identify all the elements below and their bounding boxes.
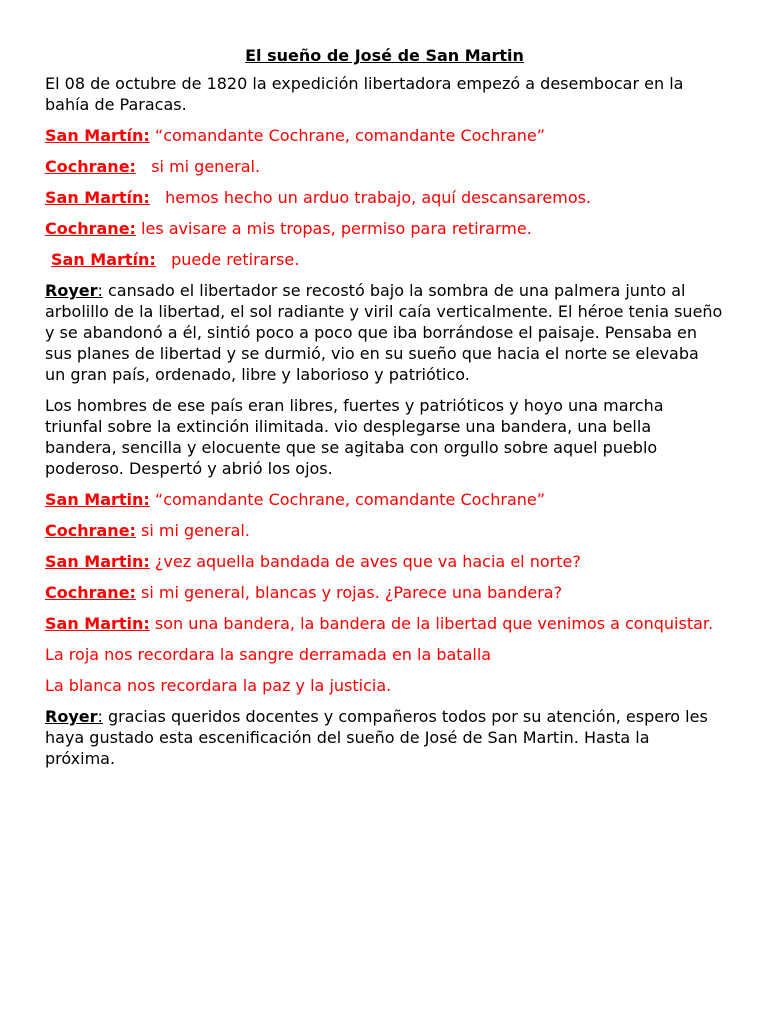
- dialogue-line: [45, 218, 724, 239]
- speaker-label: San Martín:: [45, 126, 150, 145]
- dialogue-line: [45, 551, 724, 572]
- speaker-label: San Martin:: [45, 490, 150, 509]
- dialogue-continuation: La blanca nos recordara la paz y la justicia.: [45, 676, 392, 695]
- narrator-colon: :: [97, 281, 103, 300]
- dialogue-text: si mi general.: [135, 157, 261, 176]
- closing-text: gracias queridos docentes y compañeros todos por su atención, espero les haya gustado esta escenificación del sueño de José de San Martin. Hasta la próxima.: [45, 707, 708, 768]
- speaker-label: San Martín:: [51, 250, 156, 269]
- dialogue-line: [45, 520, 724, 541]
- dialogue-line: [45, 613, 724, 634]
- speaker-label: Cochrane:: [45, 219, 136, 238]
- dialogue-line: [45, 156, 724, 177]
- dialogue-line: [45, 125, 724, 146]
- speaker-label: San Martin:: [45, 552, 150, 571]
- speaker-label: San Martin:: [45, 614, 150, 633]
- intro-paragraph: El 08 de octubre de 1820 la expedición libertadora empezó a desembocar en la bahía de Paracas.: [45, 74, 684, 114]
- dialogue-line: [45, 582, 724, 603]
- dialogue-text: hemos hecho un arduo trabajo, aquí descansaremos.: [149, 188, 592, 207]
- closing-paragraph: [45, 706, 724, 769]
- speaker-label: San Martín:: [45, 188, 150, 207]
- narration-text: cansado el libertador se recostó bajo la sombra de una palmera junto al arbolillo de la libertad, el sol radiante y viril caía verticalmente. El héroe tenia sueño y se abandonó a él, sintió poco a poco que iba borrándose el paisaje. Pensaba en sus planes de libertad y se durmió, vio en su sueño que hacia el norte se elevaba un gran país, ordenado, libre y laborioso y patriótico.: [45, 281, 723, 384]
- dialogue-text: puede retirarse.: [155, 250, 300, 269]
- narrator-label: Royer: [45, 707, 98, 726]
- document-title: El sueño de José de San Martin: [245, 46, 524, 65]
- speaker-label: Cochrane:: [45, 583, 136, 602]
- dialogue-text: “comandante Cochrane, comandante Cochrane”: [149, 126, 546, 145]
- speaker-label: Cochrane:: [45, 521, 136, 540]
- dialogue-text: “comandante Cochrane, comandante Cochrane”: [149, 490, 546, 509]
- dialogue-text: les avisare a mis tropas, permiso para retirarme.: [135, 219, 532, 238]
- narrator-colon: :: [97, 707, 103, 726]
- narrator-label: Royer: [45, 281, 98, 300]
- dialogue-line: [45, 249, 724, 270]
- dialogue-text: son una bandera, la bandera de la libertad que venimos a conquistar.: [149, 614, 714, 633]
- dialogue-line: [45, 489, 724, 510]
- dialogue-text: si mi general.: [135, 521, 250, 540]
- dialogue-text: ¿vez aquella bandada de aves que va hacia el norte?: [149, 552, 581, 571]
- narration-paragraph: [45, 280, 724, 385]
- dialogue-text: si mi general, blancas y rojas. ¿Parece una bandera?: [135, 583, 563, 602]
- dialogue-line: [45, 187, 724, 208]
- speaker-label: Cochrane:: [45, 157, 136, 176]
- narration-paragraph: Los hombres de ese país eran libres, fuertes y patrióticos y hoyo una marcha triunfal sobre la extinción ilimitada. vio desplegarse una bandera, una bella bandera, sencilla y elocuente que se agitaba con orgullo sobre aquel pueblo poderoso. Despertó y abrió los ojos.: [45, 396, 664, 478]
- dialogue-continuation: La roja nos recordara la sangre derramada en la batalla: [45, 645, 492, 664]
